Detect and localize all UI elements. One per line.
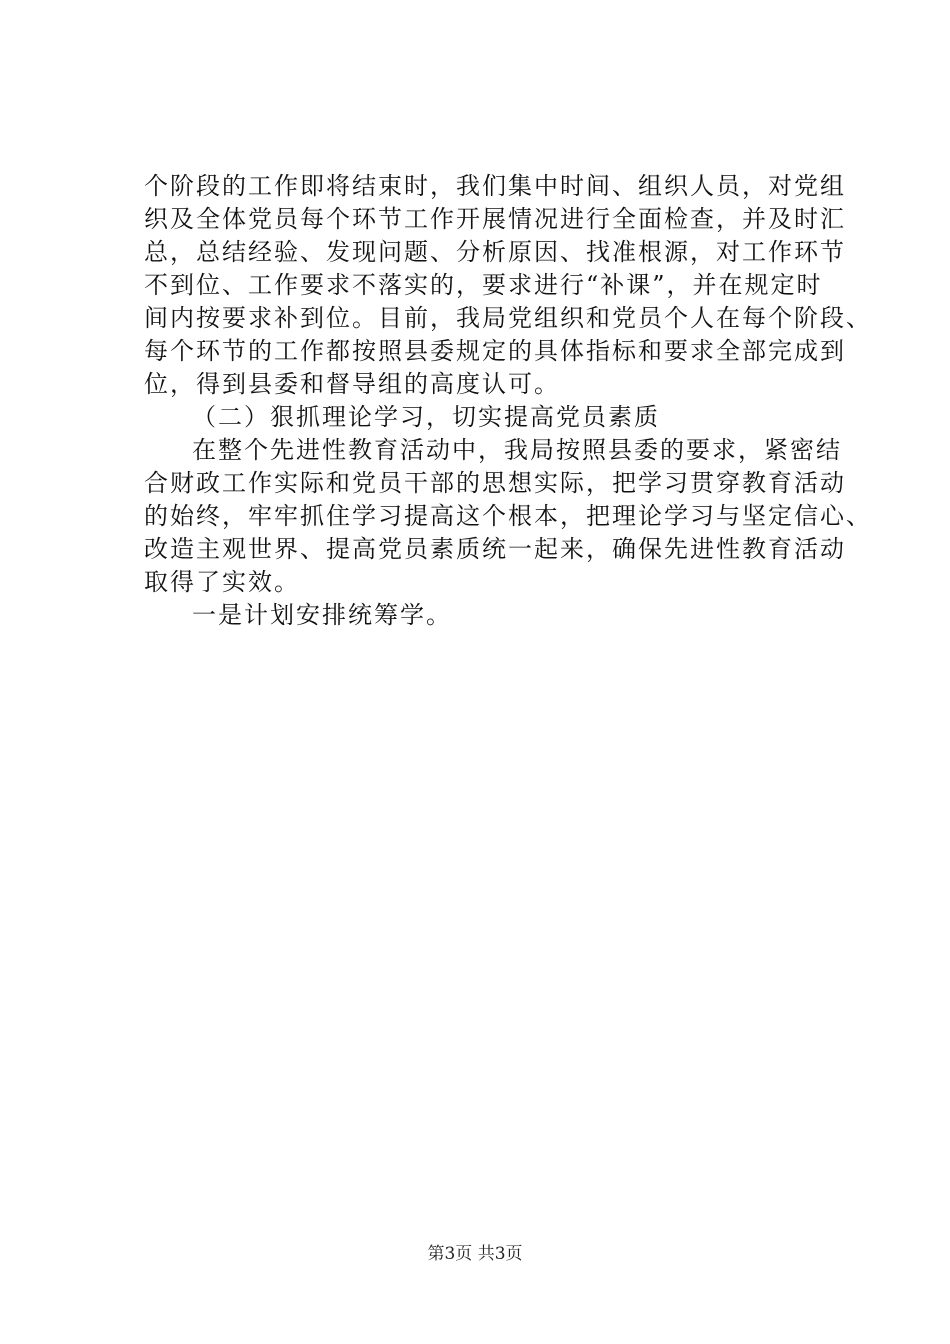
document-body — [144, 170, 872, 632]
paragraph-line: 织及全体党员每个环节工作开展情况进行全面检查，并及时汇 — [144, 205, 846, 233]
paragraph-line: 在整个先进性教育活动中，我局按照县委的要求，紧密结 — [192, 436, 842, 464]
page-number-footer: 第3页 共3页 — [427, 1244, 523, 1264]
paragraph-line: 间内按要求补到位。目前，我局党组织和党员个人在每个阶段、 — [144, 304, 872, 332]
paragraph-line: 每个环节的工作都按照县委规定的具体指标和要求全部完成到 — [144, 337, 846, 365]
section-heading: （二）狠抓理论学习，切实提高党员素质 — [192, 403, 660, 431]
paragraph-line: 改造主观世界、提高党员素质统一起来，确保先进性教育活动 — [144, 535, 846, 563]
paragraph-line: 的始终，牢牢抓住学习提高这个根本，把理论学习与坚定信心、 — [144, 502, 872, 530]
paragraph-line: 总，总结经验、发现问题、分析原因、找准根源，对工作环节 — [144, 238, 846, 266]
paragraph-line: 一是计划安排统筹学。 — [192, 601, 452, 629]
paragraph-line: 位，得到县委和督导组的高度认可。 — [144, 370, 560, 398]
paragraph-line: 个阶段的工作即将结束时，我们集中时间、组织人员，对党组 — [144, 172, 846, 200]
paragraph-line: 取得了实效。 — [144, 568, 300, 596]
paragraph-line: 不到位、工作要求不落实的，要求进行“补课”，并在规定时 — [144, 271, 823, 299]
paragraph-line: 合财政工作实际和党员干部的思想实际，把学习贯穿教育活动 — [144, 469, 846, 497]
